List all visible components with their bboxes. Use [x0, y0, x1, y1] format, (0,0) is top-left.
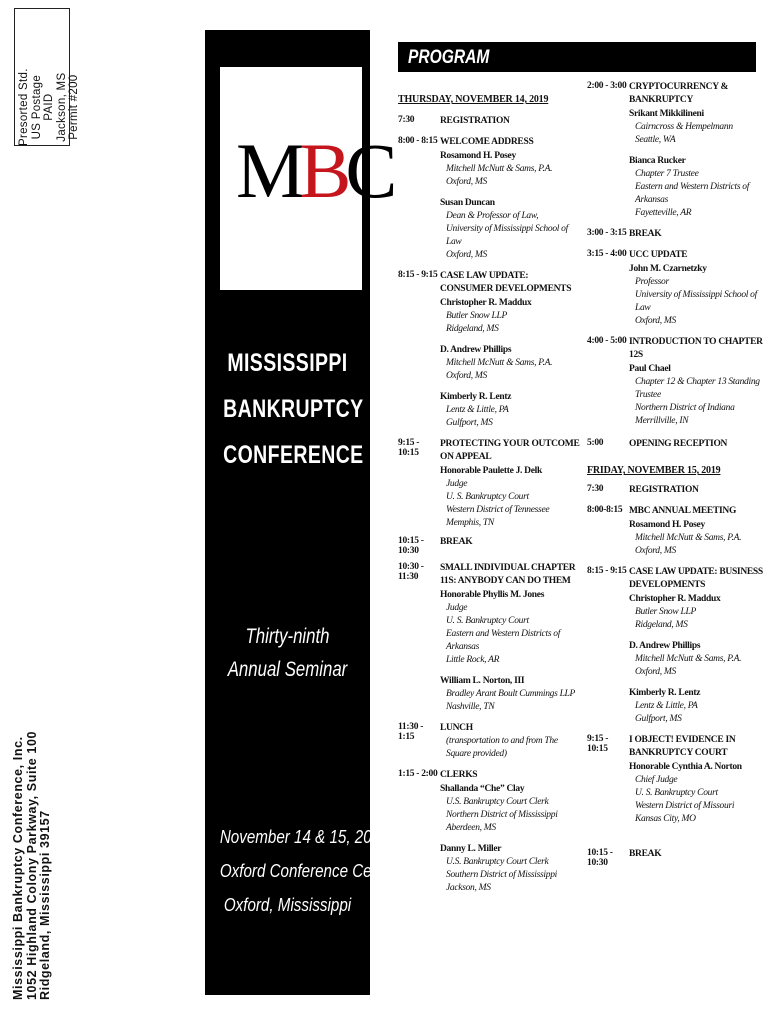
speaker-affiliation: Eastern and Western Districts of Arkansas	[446, 629, 561, 652]
session-body	[629, 228, 765, 241]
session-slot	[587, 505, 765, 558]
session-title: INTRODUCTION TO CHAPTER 12S	[629, 337, 763, 360]
session-slot	[587, 81, 765, 220]
speaker-affiliation: Mitchell McNutt & Sams, P.A.	[635, 533, 742, 543]
speaker-affiliation: Western District of Missouri	[635, 801, 735, 811]
seminar-line: Thirty-ninth	[245, 625, 330, 648]
speaker-affiliation: Lentz & Little, PA	[446, 405, 509, 415]
session-slot	[587, 566, 765, 726]
speaker-affiliation: Oxford, MS	[635, 316, 676, 326]
speaker-affiliation: U. S. Bankruptcy Court	[635, 788, 718, 798]
session-time: 10:30 - 11:30	[398, 562, 424, 582]
speaker-affiliation: Oxford, MS	[635, 667, 676, 677]
speaker-name: D. Andrew Phillips	[440, 345, 512, 355]
speaker-affiliation: Gulfport, MS	[446, 418, 493, 428]
speaker-affiliation: University of Mississippi School of Law	[635, 290, 757, 313]
address-line: Mississippi Bankruptcy Conference, Inc.	[11, 736, 25, 1000]
speaker-affiliation: Chapter 12 & Chapter 13 Standing Trustee	[635, 377, 760, 400]
session-title: SMALL INDIVIDUAL CHAPTER 11S: ANYBODY CAN DO THEM	[440, 563, 576, 586]
speaker-affiliation: Kansas City, MO	[635, 814, 696, 824]
session-slot	[398, 438, 580, 530]
session-title: OPENING RECEPTION	[629, 439, 728, 449]
session-title: REGISTRATION	[629, 485, 699, 495]
session-time: 10:15 - 10:30	[398, 536, 424, 556]
event-dates: November 14 & 15, 2019	[219, 826, 389, 847]
session-slot	[398, 536, 580, 556]
logo-letter-c: C	[345, 127, 392, 214]
speaker-affiliation: U.S. Bankruptcy Court Clerk	[446, 797, 549, 807]
session-body	[440, 562, 580, 714]
seminar-line: Annual Seminar	[227, 658, 348, 681]
event-details	[219, 820, 398, 922]
session-body	[629, 81, 765, 220]
session-slot	[398, 115, 580, 128]
logo-letter-b: B	[299, 127, 346, 214]
speaker-affiliation: Oxford, MS	[446, 371, 487, 381]
speaker-affiliation: Chief Judge	[635, 775, 678, 785]
speaker-name: John M. Czarnetzky	[629, 264, 707, 274]
speaker-affiliation: Oxford, MS	[446, 177, 487, 187]
session-slot	[587, 336, 765, 428]
speaker-affiliation: Ridgeland, MS	[635, 620, 688, 630]
session-title: UCC UPDATE	[629, 250, 688, 260]
session-time: 7:30	[398, 115, 415, 125]
program-header	[398, 42, 756, 72]
speaker-affiliation: Oxford, MS	[635, 546, 676, 556]
session-body	[440, 115, 580, 128]
conference-title-line: BANKRUPTCY	[223, 395, 364, 423]
schedule-thursday	[398, 94, 580, 895]
session-time: 9:15 - 10:15	[398, 438, 420, 458]
speaker-affiliation: Western District of Tennessee	[446, 505, 550, 515]
session-time: 4:00 - 5:00	[587, 336, 627, 346]
session-body	[629, 566, 765, 726]
speaker-affiliation: Judge	[446, 603, 468, 613]
session-body	[440, 270, 580, 430]
speaker-name: Bianca Rucker	[629, 156, 686, 166]
session-slot	[398, 722, 580, 761]
speaker-affiliation: Lentz & Little, PA	[635, 701, 698, 711]
speaker-affiliation: Merrillville, IN	[635, 416, 689, 426]
session-time: 7:30	[587, 484, 604, 494]
session-body	[440, 769, 580, 895]
session-body	[629, 734, 765, 826]
speaker-name: Kimberly R. Lentz	[440, 392, 512, 402]
speaker-affiliation: Jackson, MS	[446, 883, 491, 893]
session-body	[629, 505, 765, 558]
speaker-name: Honorable Phyllis M. Jones	[440, 590, 545, 600]
session-slot	[587, 228, 765, 241]
speaker-affiliation: Fayetteville, AR	[635, 208, 692, 218]
speaker-affiliation: Mitchell McNutt & Sams, P.A.	[446, 164, 553, 174]
speaker-affiliation: Butler Snow LLP	[635, 607, 696, 617]
session-slot	[398, 136, 580, 262]
postage-indicia	[18, 68, 81, 146]
session-time: 2:00 - 3:00	[587, 81, 627, 91]
speaker-affiliation: Chapter 7 Trustee	[635, 169, 699, 179]
logo-box	[220, 67, 392, 290]
speaker-affiliation: Butler Snow LLP	[446, 311, 507, 321]
speaker-affiliation: U. S. Bankruptcy Court	[446, 492, 529, 502]
address-line: 1052 Highland Colony Parkway, Suite 100	[24, 730, 39, 1000]
session-body	[629, 848, 765, 868]
session-body	[440, 722, 580, 761]
session-time: 8:15 - 9:15	[587, 566, 627, 576]
session-body	[440, 438, 580, 530]
speaker-affiliation: Gulfport, MS	[635, 714, 682, 724]
session-note: (transportation to and from The Square provided)	[446, 736, 558, 759]
session-time: 8:00-8:15	[587, 505, 623, 515]
conference-title-line: MISSISSIPPI	[227, 349, 348, 377]
event-venue: Oxford Conference Center	[219, 860, 398, 881]
session-title: BREAK	[629, 229, 662, 239]
speaker-affiliation: Mitchell McNutt & Sams, P.A.	[635, 654, 742, 664]
speaker-affiliation: Ridgeland, MS	[446, 324, 499, 334]
session-body	[629, 484, 765, 497]
speaker-affiliation: Northern District of Mississippi	[446, 810, 558, 820]
speaker-affiliation: Little Rock, AR	[446, 655, 500, 665]
speaker-affiliation: Aberdeen, MS	[446, 823, 496, 833]
session-title: I OBJECT! EVIDENCE IN BANKRUPTCY COURT	[629, 735, 736, 758]
schedule-right	[587, 81, 765, 868]
speaker-affiliation: Nashville, TN	[446, 702, 495, 712]
session-title: CASE LAW UPDATE: BUSINESS DEVELOPMENTS	[629, 567, 763, 590]
session-title: BREAK	[629, 849, 662, 859]
session-slot	[398, 769, 580, 895]
session-body	[629, 438, 765, 451]
speaker-name: Shallanda “Che” Clay	[440, 784, 525, 794]
session-title: LUNCH	[440, 723, 473, 733]
speaker-affiliation: Cairncross & Hempelmann	[635, 122, 733, 132]
speaker-name: Kimberly R. Lentz	[629, 688, 701, 698]
session-time: 11:30 - 1:15	[398, 722, 424, 742]
speaker-affiliation: Professor	[635, 277, 669, 287]
session-title: CRYPTOCURRENCY & BANKRUPTCY	[629, 82, 729, 105]
speaker-name: Susan Duncan	[440, 198, 495, 208]
session-title: MBC ANNUAL MEETING	[629, 506, 737, 516]
speaker-name: Rosamond H. Posey	[629, 520, 705, 530]
session-time: 1:15 - 2:00	[398, 769, 438, 779]
postage-line: PAID	[43, 93, 55, 121]
speaker-affiliation: Eastern and Western Districts of Arkansas	[635, 182, 750, 205]
session-time: 9:15 - 10:15	[587, 734, 609, 754]
conference-title	[223, 340, 364, 478]
speaker-name: William L. Norton, III	[440, 676, 525, 686]
session-title: REGISTRATION	[440, 116, 510, 126]
postage-line: Jackson, MS	[55, 72, 68, 142]
session-title: PROTECTING YOUR OUTCOME ON APPEAL	[440, 439, 580, 462]
speaker-name: Paul Chael	[629, 364, 671, 374]
session-body	[440, 536, 580, 556]
speaker-affiliation: U. S. Bankruptcy Court	[446, 616, 529, 626]
schedule-list	[398, 115, 580, 895]
speaker-name: Rosamond H. Posey	[440, 151, 516, 161]
speaker-affiliation: U.S. Bankruptcy Court Clerk	[446, 857, 549, 867]
speaker-name: Honorable Paulette J. Delk	[440, 466, 542, 476]
session-body	[440, 136, 580, 262]
postage-line: Permit #200	[68, 74, 80, 140]
postage-line: US Postage	[30, 74, 43, 140]
logo-letter-m: M	[236, 127, 300, 214]
day-heading-friday: FRIDAY, NOVEMBER 15, 2019	[587, 465, 721, 476]
session-title: CASE LAW UPDATE: CONSUMER DEVELOPMENTS	[440, 271, 572, 294]
session-title: CLERKS	[440, 770, 478, 780]
speaker-name: Danny L. Miller	[440, 844, 502, 854]
session-title: WELCOME ADDRESS	[440, 137, 534, 147]
session-time: 3:00 - 3:15	[587, 228, 627, 238]
session-time: 8:00 - 8:15	[398, 136, 438, 146]
return-address	[12, 731, 53, 1000]
program-title: PROGRAM	[408, 47, 490, 68]
address-line: Ridgeland, Mississippi 39157	[38, 810, 52, 1000]
session-time: 3:15 - 4:00	[587, 249, 627, 259]
session-body	[629, 336, 765, 428]
speaker-affiliation: Seattle, WA	[635, 135, 676, 145]
schedule-list	[587, 484, 765, 868]
session-title: BREAK	[440, 537, 473, 547]
session-slot	[587, 438, 765, 451]
seminar-title	[222, 620, 354, 686]
speaker-name: Srikant Mikkilineni	[629, 109, 704, 119]
speaker-name: Christopher R. Maddux	[629, 594, 721, 604]
mbc-logo	[236, 127, 392, 214]
conference-title-line: CONFERENCE	[223, 441, 364, 469]
speaker-affiliation: University of Mississippi School of Law	[446, 224, 568, 247]
schedule-list	[587, 81, 765, 451]
speaker-affiliation: Judge	[446, 479, 468, 489]
speaker-affiliation: Bradley Arant Boult Cummings LLP	[446, 689, 576, 699]
speaker-name: D. Andrew Phillips	[629, 641, 701, 651]
speaker-affiliation: Dean & Professor of Law,	[446, 211, 539, 221]
speaker-affiliation: Northern District of Indiana	[635, 403, 735, 413]
speaker-affiliation: Memphis, TN	[446, 518, 494, 528]
speaker-affiliation: Southern District of Mississippi	[446, 870, 558, 880]
speaker-affiliation: Oxford, MS	[446, 250, 487, 260]
session-slot	[587, 249, 765, 328]
session-slot	[398, 270, 580, 430]
session-slot	[587, 484, 765, 497]
session-slot	[587, 848, 765, 868]
session-slot	[398, 562, 580, 714]
session-time: 5:00	[587, 438, 604, 448]
speaker-affiliation: Mitchell McNutt & Sams, P.A.	[446, 358, 553, 368]
session-body	[629, 249, 765, 328]
day-heading-thursday: THURSDAY, NOVEMBER 14, 2019	[398, 94, 549, 105]
speaker-name: Honorable Cynthia A. Norton	[629, 762, 742, 772]
event-city: Oxford, Mississippi	[223, 894, 352, 915]
postage-line: Presorted Std.	[18, 68, 30, 146]
session-time: 8:15 - 9:15	[398, 270, 438, 280]
session-slot	[587, 734, 765, 826]
session-time: 10:15 - 10:30	[587, 848, 613, 868]
speaker-name: Christopher R. Maddux	[440, 298, 532, 308]
